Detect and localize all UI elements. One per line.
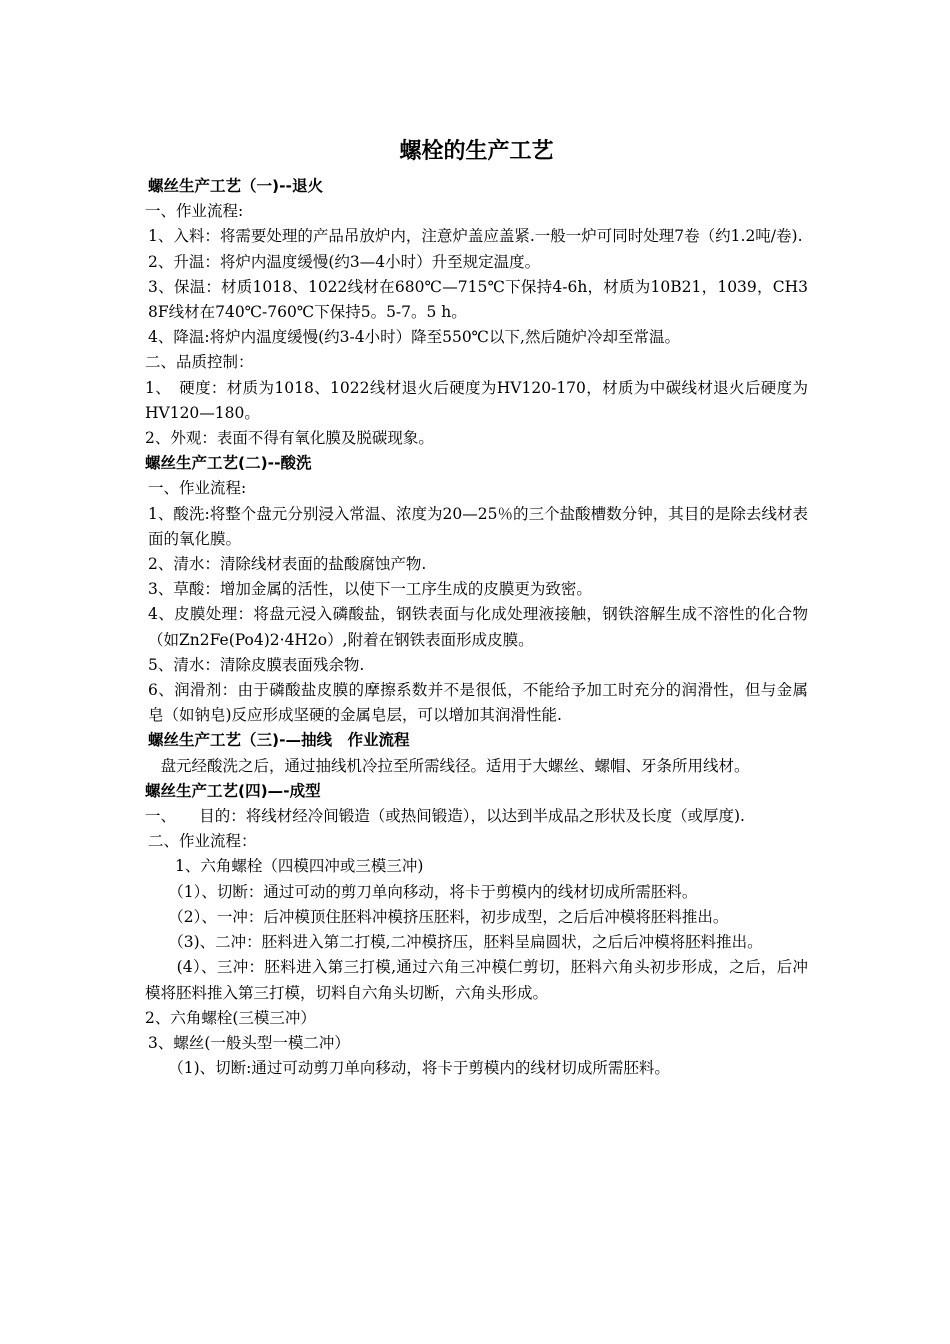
paragraph: 5、清水：清除皮膜表面残余物. [148, 655, 365, 674]
paragraph: 6、润滑剂：由于磷酸盐皮膜的摩擦系数并不是很低，不能给予加工时充分的润滑性，但与金属皂（如钠皂)反应形成坚硬的金属皂层，可以增加其润滑性能. [148, 681, 808, 725]
paragraph: 1、 硬度：材质为1018、1022线材退火后硬度为HV120-170，材质为中碳线材退火后硬度为HV120—180。 [145, 378, 808, 422]
paragraph: （2）、一冲：后冲模顶住胚料冲模挤压胚料，初步成型，之后后冲模将胚料推出。 [145, 907, 729, 926]
document-body [145, 174, 808, 1081]
paragraph: （1）、切断：通过可动的剪刀单向移动，将卡于剪模内的线材切成所需胚料。 [145, 882, 698, 901]
paragraph: （3)、二冲：胚料进入第二打模,二冲模挤压，胚料呈扁圆状，之后后冲模将胚料推出。 [145, 933, 763, 952]
document-title: 螺栓的生产工艺 [399, 139, 554, 164]
paragraph: 2、清水：清除线材表面的盐酸腐蚀产物. [148, 555, 427, 574]
paragraph: 1、酸洗:将整个盘元分别浸入常温、浓度为20—25％的三个盐酸槽数分钟，其目的是除去线材表面的氧化膜。 [148, 504, 808, 548]
section-heading: 螺丝生产工艺(二)--酸洗 [145, 454, 312, 473]
paragraph: 2、升温：将炉内温度缓慢(约3—4小时）升至规定温度。 [148, 252, 541, 271]
paragraph: 二、品质控制： [145, 353, 254, 372]
paragraph: (4）、三冲：胚料进入第三打模,通过六角三冲模仁剪切，胚料六角头初步形成，之后，后冲模将胚料推入第三打模，切料自六角头切断，六角头形成。 [145, 958, 808, 1002]
paragraph: 3、草酸：增加金属的活性，以使下一工序生成的皮膜更为致密。 [148, 580, 592, 599]
paragraph: 2、六角螺栓(三模三冲） [145, 1008, 316, 1027]
paragraph: 1、入料：将需要处理的产品吊放炉内，注意炉盖应盖紧.一般一炉可同时处理7卷（约1.2吨/卷). [148, 227, 803, 246]
paragraph: （1)、切断:通过可动剪刀单向移动，将卡于剪模内的线材切成所需胚料。 [145, 1059, 670, 1078]
paragraph: 一、作业流程: [148, 479, 247, 498]
section-heading: 螺丝生产工艺（一)--退火 [148, 177, 323, 195]
paragraph: 4、皮膜处理：将盘元浸入磷酸盐，钢铁表面与化成处理液接触，钢铁溶解生成不溶性的化合物（如Zn2Fe(Po4)2·4H2o）,附着在钢铁表面形成皮膜。 [148, 605, 808, 649]
section-heading: 螺丝生产工艺（三)-—抽线 作业流程 [148, 731, 410, 750]
paragraph: 盘元经酸洗之后，通过抽线机冷拉至所需线径。适用于大螺丝、螺帽、牙条所用线材。 [145, 756, 750, 775]
paragraph: 3、保温：材质1018、1022线材在680℃—715℃下保持4-6h，材质为10B21，1039，CH38F线材在740℃-760℃下保持5。5-7。5 h。 [148, 277, 808, 322]
paragraph: 一、作业流程: [145, 202, 244, 221]
paragraph: 1、六角螺栓（四模四冲或三模三冲) [175, 857, 424, 876]
paragraph: 一、 目的：将线材经冷间锻造（或热间锻造），以达到半成品之形状及长度（或厚度). [145, 807, 745, 826]
section-heading: 螺丝生产工艺(四)—-成型 [145, 781, 321, 800]
paragraph: 二、作业流程： [148, 832, 257, 851]
paragraph: 3、螺丝(一般头型一模二冲） [148, 1033, 350, 1052]
paragraph: 4、降温:将炉内温度缓慢(约3-4小时）降至550℃以下,然后随炉冷却至常温。 [148, 328, 680, 347]
paragraph: 2、外观：表面不得有氧化膜及脱碳现象。 [145, 429, 434, 448]
